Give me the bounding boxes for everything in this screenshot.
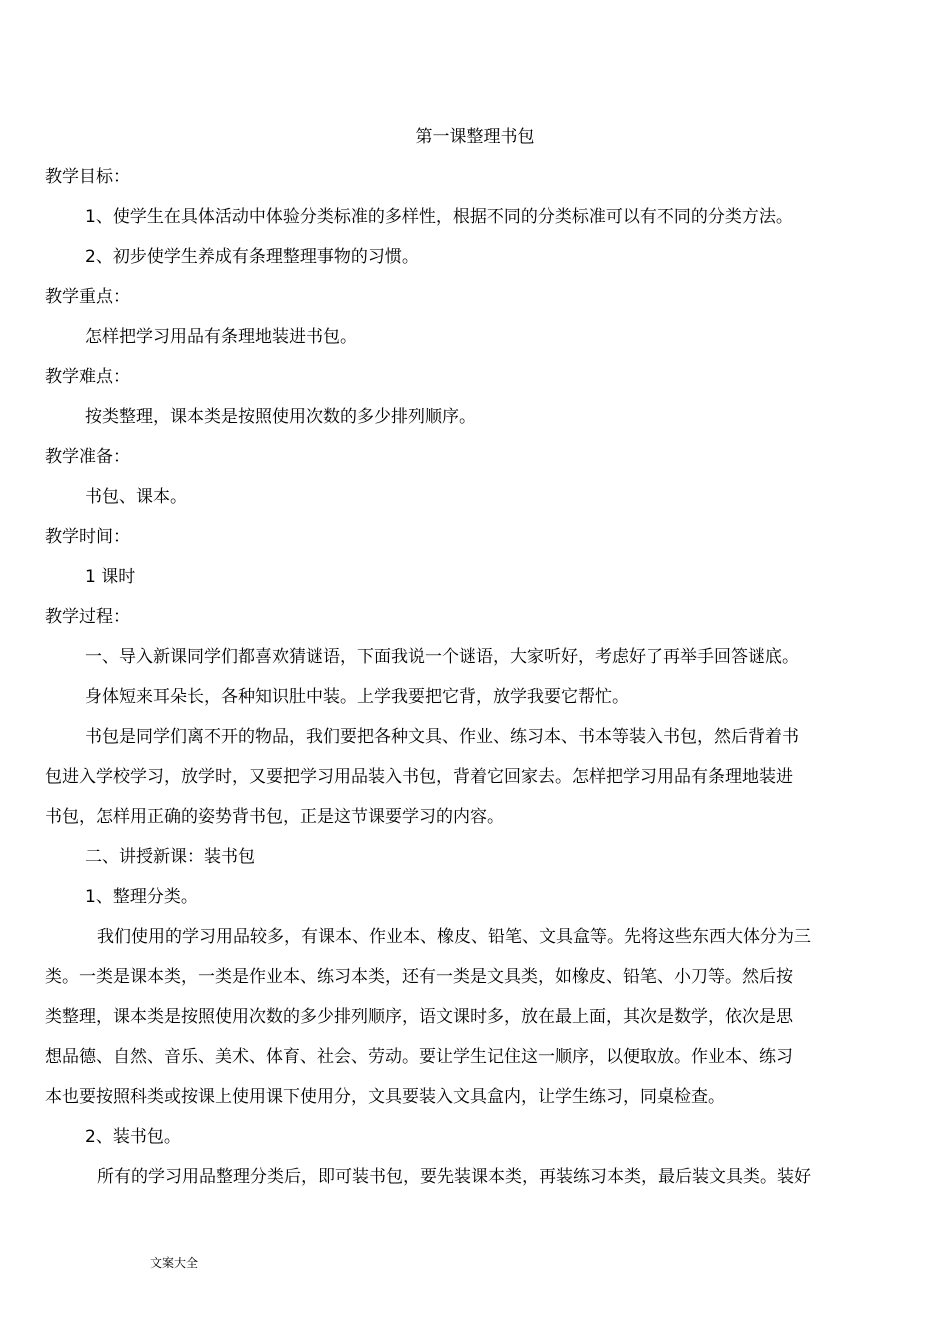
- objective-item-1: 1、使学生在具体活动中体验分类标准的多样性，根据不同的分类标准可以有不同的分类方法。: [85, 207, 793, 227]
- objectives-heading: 教学目标：: [45, 167, 130, 187]
- key-point-heading: 教学重点：: [45, 287, 130, 307]
- step-1-para-line-1: 我们使用的学习用品较多，有课本、作业本、橡皮、铅笔、文具盒等。先将这些东西大体分为三: [97, 927, 811, 947]
- step-2-title: 2、装书包。: [85, 1127, 181, 1147]
- section-2-heading: 二、讲授新课：装书包: [85, 847, 255, 867]
- step-1-para-line-4: 想品德、自然、音乐、美术、体育、社会、劳动。要让学生记住这一顺序，以便取放。作业本、练习: [45, 1047, 793, 1067]
- objective-item-2: 2、初步使学生养成有条理整理事物的习惯。: [85, 247, 419, 267]
- step-1-para-line-5: 本也要按照科类或按课上使用课下使用分，文具要装入文具盒内，让学生练习，同桌检查。: [45, 1087, 725, 1107]
- difficulty-text: 按类整理，课本类是按照使用次数的多少排列顺序。: [85, 407, 476, 427]
- process-intro: 一、导入新课同学们都喜欢猜谜语，下面我说一个谜语，大家听好，考虑好了再举手回答谜底。: [85, 647, 799, 667]
- step-1-para-line-3: 类整理，课本类是按照使用次数的多少排列顺序，语文课时多，放在最上面，其次是数学，依次是思: [45, 1007, 793, 1027]
- preparation-text: 书包、课本。: [85, 487, 187, 507]
- process-riddle: 身体短来耳朵长，各种知识肚中装。上学我要把它背，放学我要它帮忙。: [85, 687, 629, 707]
- time-heading: 教学时间：: [45, 527, 130, 547]
- time-text: 1 课时: [85, 567, 136, 587]
- schoolbag-para-line-1: 书包是同学们离不开的物品，我们要把各种文具、作业、练习本、书本等装入书包，然后背着书: [85, 727, 799, 747]
- preparation-heading: 教学准备：: [45, 447, 130, 467]
- step-1-title: 1、整理分类。: [85, 887, 198, 907]
- document-title: 第一课整理书包: [415, 127, 535, 147]
- schoolbag-para-line-3: 书包，怎样用正确的姿势背书包，正是这节课要学习的内容。: [45, 807, 504, 827]
- step-2-para-line-1: 所有的学习用品整理分类后，即可装书包，要先装课本类，再装练习本类，最后装文具类。装好: [97, 1167, 811, 1187]
- step-1-para-line-2: 类。一类是课本类，一类是作业本、练习本类，还有一类是文具类，如橡皮、铅笔、小刀等。然后按: [45, 967, 793, 987]
- process-heading: 教学过程：: [45, 607, 130, 627]
- key-point-text: 怎样把学习用品有条理地装进书包。: [85, 327, 357, 347]
- page-footer: 文案大全: [150, 1256, 199, 1270]
- difficulty-heading: 教学难点：: [45, 367, 130, 387]
- schoolbag-para-line-2: 包进入学校学习，放学时，又要把学习用品装入书包，背着它回家去。怎样把学习用品有条理地装进: [45, 767, 793, 787]
